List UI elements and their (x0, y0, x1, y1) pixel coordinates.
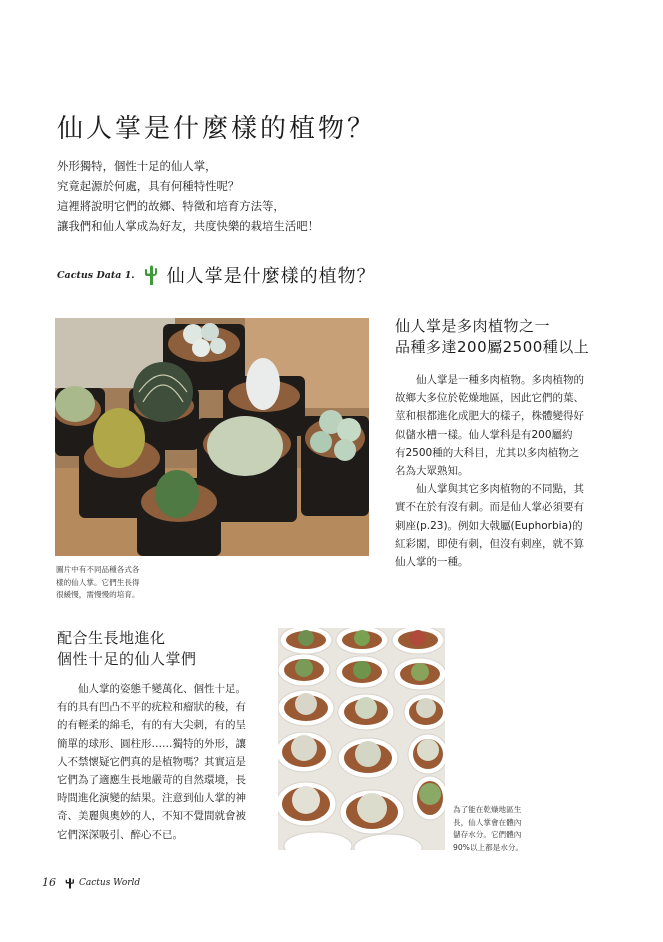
body-line: 有的具有凹凸不平的疣粒和瘤狀的稜，有 (57, 701, 246, 714)
intro-line: 外形獨特，個性十足的仙人掌， (57, 159, 217, 173)
body-line: 它們深深吸引、醉心不已。 (57, 828, 183, 841)
intro-line: 究竟起源於何處，具有何種特性呢？ (57, 179, 240, 193)
body-line: 故鄉大多位於乾燥地區，因此它們的葉、 (395, 392, 584, 405)
body-line: 奇、美麗與奧妙的人，不知不覺間就會被 (57, 810, 246, 823)
photo-caption (56, 564, 140, 602)
heading-line: 個性十足的仙人掌們 (57, 650, 197, 668)
intro-line: 這裡將說明它們的故鄉、特徵和培育方法等， (57, 199, 285, 213)
body-line: 仙人掌與其它多肉植物的不同點，其 (395, 483, 584, 496)
article-body (395, 371, 584, 571)
body-line: 莖和根都進化成肥大的樣子，株體變得好 (395, 410, 584, 423)
article-heading (395, 316, 589, 358)
intro-line: 讓我們和仙人掌成為好友，共度快樂的栽培生活吧！ (57, 219, 319, 233)
section-title: 仙人掌是什麼樣的植物？ (166, 266, 376, 287)
intro-paragraph (57, 156, 319, 236)
section-tag: Cactus Data 1. (57, 269, 135, 281)
photo-caption (453, 804, 523, 854)
heading-line: 配合生長地進化 (57, 629, 166, 647)
page-number: 16 (42, 876, 56, 889)
section-header (57, 262, 376, 288)
article-heading (57, 628, 197, 670)
body-line: 仙人掌是一種多肉植物。多肉植物的 (395, 374, 584, 386)
body-line: 實不在於有沒有刺。而是仙人掌必須要有 (395, 501, 584, 514)
caption-line: 長，仙人掌會在體內 (453, 817, 522, 827)
body-line: 似儲水槽一樣。仙人掌科是有200屬約 (395, 428, 573, 441)
heading-line: 仙人掌是多肉植物之一 (395, 317, 551, 335)
body-line: 簡單的球形、圓柱形……獨特的外形，讓 (57, 737, 246, 750)
body-line: 有2500種的大科目，尤其以多肉植物之 (395, 446, 580, 459)
cactus-pots-photo (55, 318, 369, 556)
body-line: 它們為了適應生長地嚴苛的自然環境，長 (57, 774, 246, 787)
cactus-cups-photo (278, 628, 445, 850)
page-title: 仙人掌是什麼樣的植物？ (57, 114, 377, 144)
body-line: 人不禁懷疑它們真的是植物嗎？其實這是 (57, 755, 246, 768)
caption-line: 很緩慢，需慢慢的培育。 (56, 590, 140, 599)
body-line: 時間進化演變的結果。注意到仙人掌的神 (57, 792, 246, 805)
body-line: 紅彩閣，即使有刺，但沒有刺座，就不算 (395, 537, 584, 550)
cactus-icon (64, 877, 76, 889)
caption-line: 儲存水分。它們體內 (453, 830, 522, 839)
page-footer (42, 876, 140, 889)
body-line: 仙人掌的一種。 (395, 556, 469, 569)
article-body (57, 680, 246, 844)
heading-line: 品種多達200屬2500種以上 (395, 338, 590, 356)
body-line: 的有輕柔的綿毛，有的有大尖刺，有的呈 (57, 719, 246, 732)
caption-line: 為了能在乾燥地區生 (453, 805, 522, 814)
caption-line: 90%以上都是水分。 (453, 842, 524, 852)
body-line: 仙人掌的姿態千變萬化、個性十足。 (57, 683, 246, 695)
footer-label: Cactus World (79, 877, 141, 888)
body-line: 名為大眾熟知。 (395, 465, 469, 478)
body-line: 刺座(p.23)。例如大戟屬(Euphorbia)的 (395, 519, 583, 532)
caption-line: 樣的仙人掌。它們生長得 (56, 577, 140, 587)
caption-line: 圖片中有不同品種各式各 (56, 565, 140, 574)
cactus-icon (143, 264, 159, 286)
